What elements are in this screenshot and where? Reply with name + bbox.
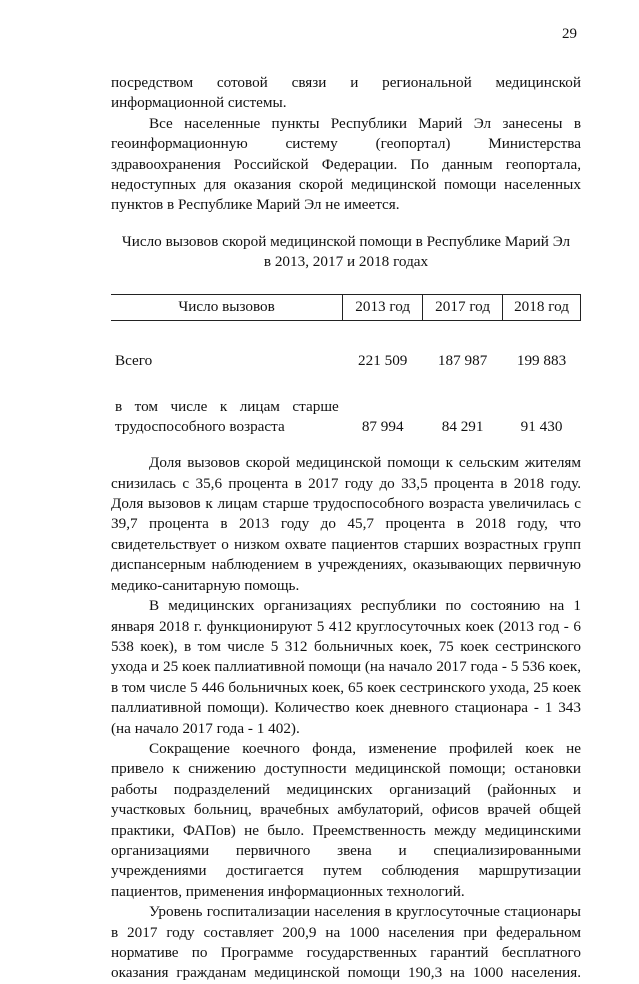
- paragraph-calls-share: Доля вызовов скорой медицинской помощи к сельским жителям снизилась с 35,6 процента в 2017 году до 33,5 процента в 2018 году. Доля вызовов к лицам старше трудоспособного возраста увеличилась с 39,7 процента в 2013 году до 45,7 процента в 2018 году, что свидетельствует о низком охвате пациентов старших возрастных групп диспансерным наблюдением в учреждениях, оказывающих первичную медико-санитарную помощь.: [111, 454, 581, 594]
- cell-elder-2013: 87 994: [361, 417, 404, 435]
- paragraph-hospitalization: Уровень госпитализации населения в круглосуточные стационары в 2017 году составляет 200,9 на 1000 населения при федеральном нормативе по Программе государственных гарантий бесплатного оказания гражданам медицинской помощи 190,3 на 1000 населения.: [111, 903, 581, 982]
- cell-elder-2017: 84 291: [441, 417, 484, 435]
- paragraph-beds: В медицинских организациях республики по состоянию на 1 января 2018 г. функционируют 5 412 круглосуточных коек (2013 год - 6 538 коек), в том числе 5 312 больничных коек, 75 коек сестринского ухода и 25 коек паллиативной помощи (на начало 2017 года - 5 536 коек, в том числе 5 446 больничных коек, 65 коек сестринского ухода, 25 коек паллиативной помощи). Количество коек дневного стационара - 1 343 (на начало 2017 года - 1 402).: [111, 597, 581, 737]
- cell-total-2018: 199 883: [516, 351, 567, 369]
- table-caption-line2: в 2013, 2017 и 2018 годах: [263, 252, 429, 270]
- table-row: [111, 321, 581, 372]
- cell-total-2017: 187 987: [437, 351, 488, 369]
- header-2017: 2017 год: [423, 294, 503, 320]
- paragraph-continuation: посредством сотовой связи и региональной медицинской информационной системы.: [111, 74, 581, 112]
- table-caption-line1: Число вызовов скорой медицинской помощи в Республике Марий Эл: [121, 232, 571, 250]
- ambulance-calls-table: [111, 294, 581, 439]
- table-caption: [111, 232, 581, 272]
- table-header-row: [111, 294, 581, 320]
- paragraph-bed-reduction: Сокращение коечного фонда, изменение профилей коек не привело к снижению доступности медицинской помощи; остановки работы подразделений медицинских организаций (районных и участковых больниц, врачебных амбулаторий, офисов врачей общей практики, ФАПов) не было. Преемственность между медицинскими организациями первичного звена и специализированными учреждениями достигается путем соблюдения маршрутизации пациентов, применения информационных технологий.: [111, 739, 581, 900]
- row-label-elder-text: в том числе к лицам старше трудоспособного возраста: [115, 398, 339, 436]
- page-number: 29: [562, 26, 577, 42]
- row-label-elder: [111, 371, 343, 439]
- table-row: [111, 371, 581, 439]
- cell-total-2013: 221 509: [358, 351, 408, 369]
- cell-elder-2018: 91 430: [520, 417, 563, 435]
- paragraph-geoportal: Все населенные пункты Республики Марий Эл занесены в геоинформационную систему (геопортал) Министерства здравоохранения Российской Федерации. По данным геопортала, недоступных для оказания скорой медицинской помощи населенных пунктов в Республике Марий Эл не имеется.: [111, 114, 581, 214]
- header-calls: Число вызовов: [111, 294, 343, 320]
- header-2013: 2013 год: [343, 294, 423, 320]
- row-label-total: Всего: [115, 351, 153, 369]
- header-2018: 2018 год: [503, 294, 581, 320]
- body-text: [111, 453, 581, 984]
- page-content: [111, 73, 581, 984]
